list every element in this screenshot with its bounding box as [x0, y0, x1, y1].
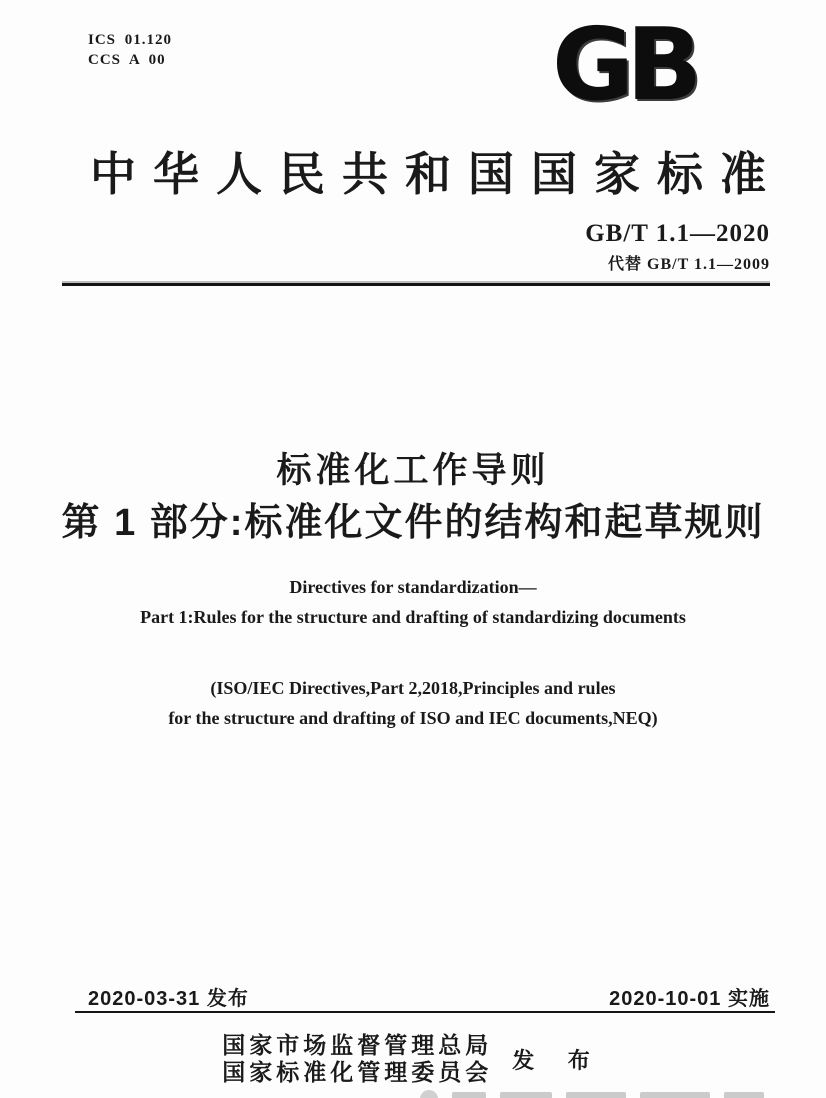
title-chinese-line1: 标准化工作导则 [276, 451, 550, 490]
publisher-line1: 国家市场监督管理总局 [222, 1033, 493, 1058]
implementation-date: 2020-10-01 实施 [609, 988, 770, 1010]
iso-reference-line2: for the structure and drafting of ISO and IEC documents,NEQ) [168, 708, 658, 728]
gb-logo: GB [552, 6, 695, 123]
title-english-line2: Part 1:Rules for the structure and drafting of standardizing documents [140, 607, 686, 627]
standard-number: GB/T 1.1—2020 [585, 220, 770, 247]
national-standard-banner: 中华人民共和国国家标准 [90, 149, 783, 200]
watermark-mark [640, 1092, 710, 1098]
issue-date: 2020-03-31 发布 [88, 988, 249, 1010]
publish-label: 发 布 [512, 1047, 604, 1073]
iso-reference-line1: (ISO/IEC Directives,Part 2,2018,Principles and rules [210, 678, 616, 698]
ccs-code: CCS A 00 [88, 52, 166, 68]
classification-codes [88, 30, 172, 70]
title-chinese-line2: 第 1 部分:标准化文件的结构和起草规则 [61, 502, 765, 544]
ics-code: ICS 01.120 [88, 32, 173, 48]
clipped-watermark-fragment [420, 1088, 820, 1098]
replaces-note: 代替 GB/T 1.1—2009 [608, 256, 770, 273]
publisher-line2: 国家标准化管理委员会 [222, 1060, 493, 1085]
header-rule [62, 283, 770, 286]
publisher-names [222, 1032, 492, 1086]
watermark-circle [420, 1090, 438, 1098]
publisher-block [0, 1032, 826, 1086]
watermark-mark [566, 1092, 626, 1098]
watermark-mark [724, 1092, 764, 1098]
watermark-mark [500, 1092, 552, 1098]
watermark-mark [452, 1092, 486, 1098]
footer-rule [75, 1011, 775, 1013]
title-english-line1: Directives for standardization— [289, 577, 537, 597]
